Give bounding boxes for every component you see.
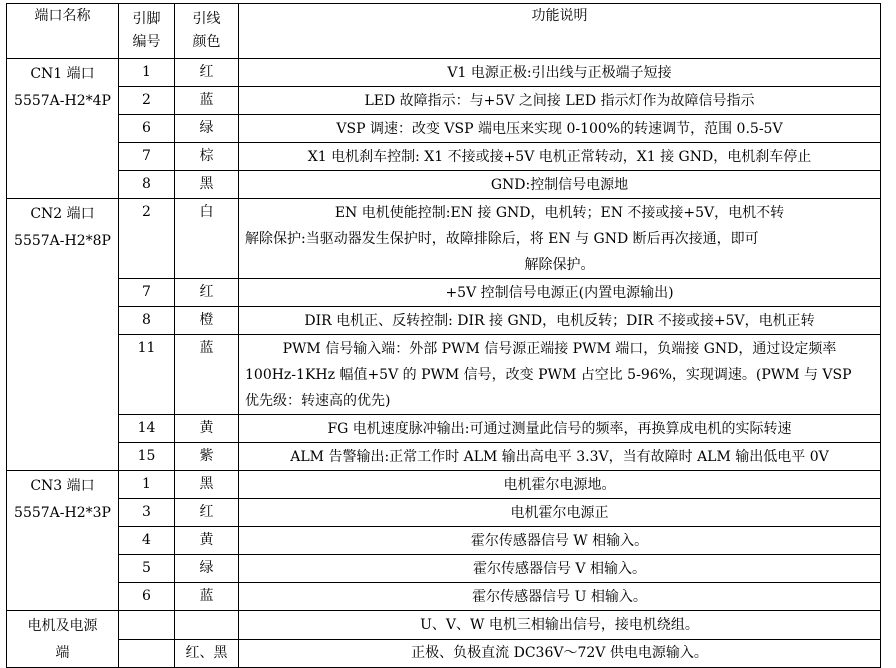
function-description-cell xyxy=(239,611,881,640)
function-description-line: GND:控制信号电源地 xyxy=(490,176,629,193)
table-row xyxy=(7,611,881,640)
port-name-line: 5557A-H2*4P xyxy=(14,93,111,109)
pin-number-cell: 5 xyxy=(119,555,175,583)
pin-number-cell: 3 xyxy=(119,499,175,527)
table-row xyxy=(7,115,881,143)
function-description-line: U、V、W 电机三相输出信号，接电机绕组。 xyxy=(420,616,699,633)
function-description-line: 霍尔传感器信号 V 相输入。 xyxy=(472,560,646,577)
pin-number-cell: 7 xyxy=(119,143,175,171)
function-description-line: VSP 调速：改变 VSP 端电压来实现 0-100%的转速调节，范围 0.5-5V xyxy=(336,120,783,137)
function-description-line: DIR 电机正、反转控制: DIR 接 GND，电机反转；DIR 不接或接+5V，电机正转 xyxy=(304,312,815,329)
pin-number-cell: 1 xyxy=(119,471,175,499)
wire-color-cell: 白 xyxy=(175,199,239,279)
port-name-cell xyxy=(7,471,119,611)
wire-color-cell xyxy=(175,611,239,640)
table-row xyxy=(7,555,881,583)
function-description-cell xyxy=(239,143,881,171)
wire-color-cell: 红、黑 xyxy=(175,639,239,668)
wire-color-cell: 蓝 xyxy=(175,583,239,611)
table-row xyxy=(7,59,881,87)
wire-color-cell: 黄 xyxy=(175,415,239,443)
function-description-line: LED 故障指示：与+5V 之间接 LED 指示灯作为故障信号指示 xyxy=(364,92,755,109)
pin-number-cell: 6 xyxy=(119,583,175,611)
table-row xyxy=(7,471,881,499)
port-name-cell xyxy=(7,611,119,668)
table-row xyxy=(7,443,881,471)
function-description-cell xyxy=(239,115,881,143)
table-row xyxy=(7,335,881,415)
function-description-cell xyxy=(239,499,881,527)
port-name-line: 5557A-H2*8P xyxy=(14,233,111,249)
table-row xyxy=(7,199,881,279)
function-description-line: 正极、负极直流 DC36V～72V 供电电源输入。 xyxy=(411,645,708,662)
function-description-line: 霍尔传感器信号 U 相输入。 xyxy=(472,588,647,605)
pin-number-cell: 2 xyxy=(119,199,175,279)
wire-color-cell: 红 xyxy=(175,499,239,527)
pin-number-cell: 8 xyxy=(119,307,175,335)
wire-color-cell: 黑 xyxy=(175,471,239,499)
wire-color-cell: 黄 xyxy=(175,527,239,555)
table-row xyxy=(7,527,881,555)
pin-definition-table xyxy=(6,3,881,668)
pin-number-cell xyxy=(119,611,175,640)
pin-number-cell: 6 xyxy=(119,115,175,143)
table-row xyxy=(7,171,881,199)
port-name-cell xyxy=(7,59,119,199)
pin-number-cell: 7 xyxy=(119,279,175,307)
function-description-line: PWM 信号输入端：外部 PWM 信号源正端接 PWM 端口，负端接 GND，通过设定频率 xyxy=(282,340,837,357)
function-description-cell xyxy=(239,279,881,307)
function-description-line: 电机霍尔电源地。 xyxy=(503,476,616,493)
pin-number-cell: 4 xyxy=(119,527,175,555)
pin-number-cell xyxy=(119,639,175,668)
pin-number-cell: 1 xyxy=(119,59,175,87)
table-row xyxy=(7,307,881,335)
pin-number-cell: 15 xyxy=(119,443,175,471)
wire-color-cell: 紫 xyxy=(175,443,239,471)
function-description-cell xyxy=(239,471,881,499)
function-description-line: 霍尔传感器信号 W 相输入。 xyxy=(470,532,649,549)
table-row xyxy=(7,639,881,668)
function-description-cell xyxy=(239,171,881,199)
table-row xyxy=(7,87,881,115)
port-name-line: CN1 端口 xyxy=(30,66,95,82)
table-row xyxy=(7,415,881,443)
wire-color-cell: 红 xyxy=(175,279,239,307)
port-name-header: 端口名称 xyxy=(7,4,119,59)
port-name-line: CN3 端口 xyxy=(30,478,95,494)
function-description-cell xyxy=(239,87,881,115)
function-description-cell xyxy=(239,307,881,335)
port-name-cell xyxy=(7,199,119,471)
port-name-line: 端 xyxy=(55,645,70,661)
wire-color-cell: 绿 xyxy=(175,555,239,583)
pin-number-cell: 8 xyxy=(119,171,175,199)
port-name-line: 5557A-H2*3P xyxy=(14,505,111,521)
function-description-line: X1 电机刹车控制: X1 不接或接+5V 电机正常转动，X1 接 GND，电机刹车停止 xyxy=(307,148,812,165)
function-description-cell xyxy=(239,443,881,471)
table-row xyxy=(7,499,881,527)
table-row xyxy=(7,143,881,171)
function-description-line: EN 电机使能控制:EN 接 GND，电机转；EN 不接或接+5V，电机不转 xyxy=(334,204,785,221)
pin-number-cell: 2 xyxy=(119,87,175,115)
port-name-line: CN2 端口 xyxy=(30,206,95,222)
function-description-line: 100Hz-1KHz 幅值+5V 的 PWM 信号，改变 PWM 占空比 5-96%，实现调速。(PWM 与 VSP xyxy=(245,366,852,383)
function-description-line: 解除保护。 xyxy=(524,256,595,273)
function-description-line: 解除保护:当驱动器发生保护时，故障排除后，将 EN 与 GND 断后再次接通，即可 xyxy=(245,230,759,247)
function-description-cell xyxy=(239,555,881,583)
pin-no-header: 引脚 编号 xyxy=(119,4,175,59)
wire-color-cell: 绿 xyxy=(175,115,239,143)
function-description-cell xyxy=(239,199,881,279)
function-description-cell xyxy=(239,335,881,415)
function-header: 功能说明 xyxy=(239,4,881,59)
function-description-cell xyxy=(239,583,881,611)
header-row xyxy=(7,4,881,59)
function-description-line: V1 电源正极:引出线与正极端子短接 xyxy=(447,64,672,81)
wire-color-cell: 蓝 xyxy=(175,335,239,415)
wire-color-cell: 红 xyxy=(175,59,239,87)
function-description-cell xyxy=(239,59,881,87)
pin-number-cell: 14 xyxy=(119,415,175,443)
wire-color-cell: 蓝 xyxy=(175,87,239,115)
wire-color-cell: 棕 xyxy=(175,143,239,171)
port-name-line: 电机及电源 xyxy=(27,618,98,634)
function-description-line: FG 电机速度脉冲输出:可通过测量此信号的频率，再换算成电机的实际转速 xyxy=(327,420,792,437)
wire-color-header: 引线 颜色 xyxy=(175,4,239,59)
function-description-line: 优先级：转速高的优先) xyxy=(245,392,391,409)
function-description-line: ALM 告警输出:正常工作时 ALM 输出高电平 3.3V，当有故障时 ALM 输出低电平 0V xyxy=(290,448,829,465)
table-row xyxy=(7,279,881,307)
function-description-line: 电机霍尔电源正 xyxy=(510,504,609,521)
function-description-line: +5V 控制信号电源正(内置电源输出) xyxy=(445,284,674,301)
wire-color-cell: 黑 xyxy=(175,171,239,199)
pin-number-cell: 11 xyxy=(119,335,175,415)
function-description-cell xyxy=(239,639,881,668)
wire-color-cell: 橙 xyxy=(175,307,239,335)
function-description-cell xyxy=(239,527,881,555)
function-description-cell xyxy=(239,415,881,443)
table-row xyxy=(7,583,881,611)
